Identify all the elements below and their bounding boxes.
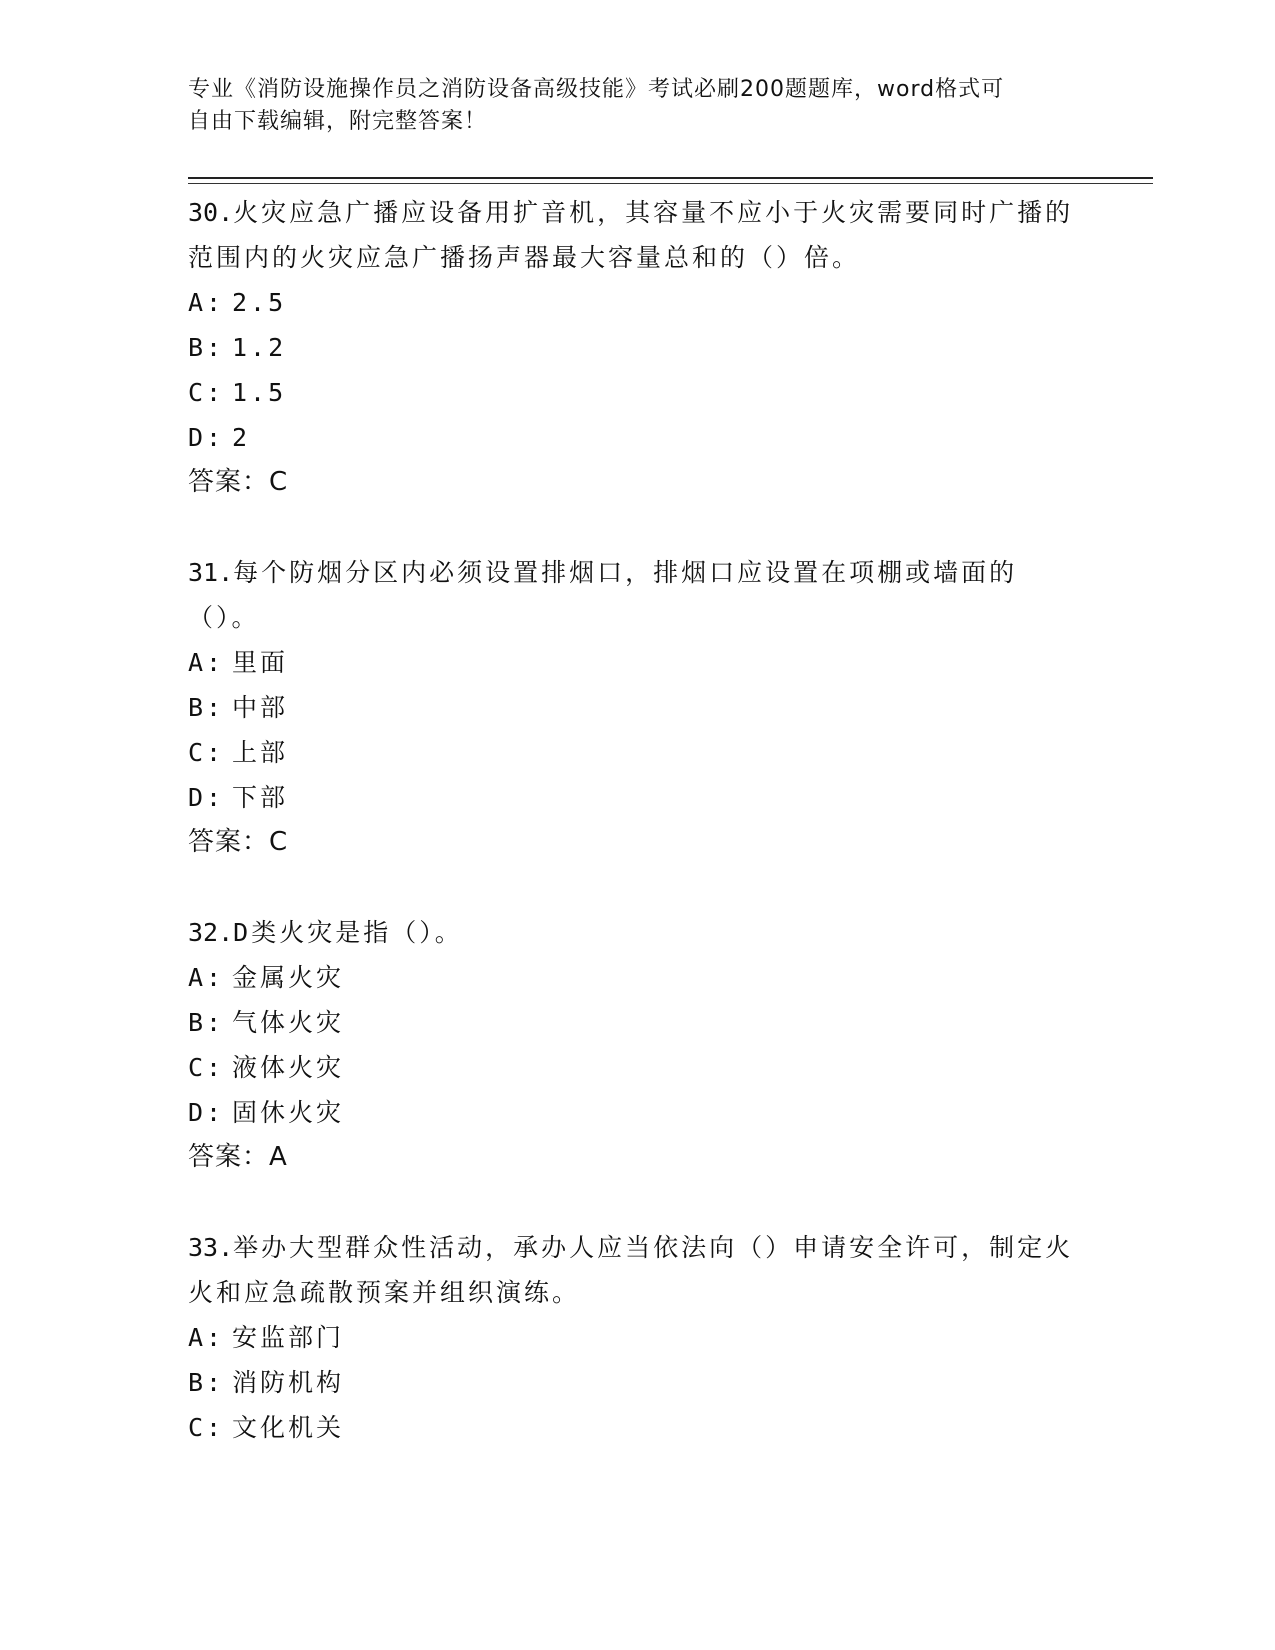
option-text: 安监部门 xyxy=(232,1323,345,1352)
option-a xyxy=(188,280,1088,325)
option-letter: C: xyxy=(188,1413,225,1442)
question-text xyxy=(188,190,1088,280)
header-line-1: 专业《消防设施操作员之消防设备高级技能》考试必刷200题题库，word格式可 xyxy=(188,77,1005,102)
option-text: 里面 xyxy=(232,648,289,677)
question-number: 30. xyxy=(188,198,234,227)
option-letter: B: xyxy=(188,1368,225,1397)
option-text: 2.5 xyxy=(232,288,287,317)
option-text: 液体火灾 xyxy=(232,1053,345,1082)
question-body: 每个防烟分区内必须设置排烟口，排烟口应设置在项棚或墙面的（）。 xyxy=(188,558,1018,632)
option-d xyxy=(188,1090,1088,1135)
option-c xyxy=(188,1405,1088,1450)
answer-line: 答案：A xyxy=(188,1142,288,1172)
option-d xyxy=(188,775,1088,820)
option-text: 2 xyxy=(232,423,251,452)
option-letter: D: xyxy=(188,423,225,452)
option-text: 1.2 xyxy=(232,333,287,362)
option-text: 固休火灾 xyxy=(232,1098,345,1127)
option-text: 气体火灾 xyxy=(232,1008,345,1037)
option-letter: C: xyxy=(188,1053,225,1082)
option-b xyxy=(188,1000,1088,1045)
option-b xyxy=(188,325,1088,370)
option-letter: A: xyxy=(188,1323,225,1352)
option-text: 1.5 xyxy=(232,378,287,407)
option-c xyxy=(188,370,1088,415)
option-letter: B: xyxy=(188,333,225,362)
answer-line: 答案：C xyxy=(188,827,289,857)
option-letter: C: xyxy=(188,378,225,407)
question-text xyxy=(188,550,1088,640)
question-list xyxy=(188,190,1088,1495)
answer-line: 答案：C xyxy=(188,467,289,497)
option-letter: A: xyxy=(188,288,225,317)
option-letter: A: xyxy=(188,963,225,992)
option-b xyxy=(188,1360,1088,1405)
option-letter: B: xyxy=(188,1008,225,1037)
option-letter: C: xyxy=(188,738,225,767)
option-d xyxy=(188,415,1088,460)
option-text: 消防机构 xyxy=(232,1368,345,1397)
option-text: 文化机关 xyxy=(232,1413,345,1442)
option-b xyxy=(188,685,1088,730)
option-letter: A: xyxy=(188,648,225,677)
question-number: 31. xyxy=(188,558,234,587)
option-letter: B: xyxy=(188,693,225,722)
question-text xyxy=(188,1225,1088,1315)
document-header xyxy=(188,74,1088,138)
question-30 xyxy=(188,190,1088,505)
option-a xyxy=(188,1315,1088,1360)
header-line-2: 自由下载编辑，附完整答案！ xyxy=(188,109,488,134)
question-33 xyxy=(188,1225,1088,1450)
question-body: 火灾应急广播应设备用扩音机，其容量不应小于火灾需要同时广播的范围内的火灾应急广播扬声器最大容量总和的（）倍。 xyxy=(188,198,1074,272)
option-text: 金属火灾 xyxy=(232,963,345,992)
option-c xyxy=(188,1045,1088,1090)
option-text: 上部 xyxy=(232,738,289,767)
question-31 xyxy=(188,550,1088,865)
option-text: 中部 xyxy=(232,693,289,722)
option-a xyxy=(188,640,1088,685)
option-a xyxy=(188,955,1088,1000)
question-number: 32. xyxy=(188,918,234,947)
question-text xyxy=(188,910,1088,955)
header-divider-thick xyxy=(188,177,1153,179)
question-number: 33. xyxy=(188,1233,234,1262)
option-c xyxy=(188,730,1088,775)
option-letter: D: xyxy=(188,1098,225,1127)
option-letter: D: xyxy=(188,783,225,812)
option-text: 下部 xyxy=(232,783,289,812)
header-divider-thin xyxy=(188,183,1153,184)
question-body: D类火灾是指（）。 xyxy=(233,918,463,947)
question-body: 举办大型群众性活动，承办人应当依法向（）申请安全许可，制定火火和应急疏散预案并组织演练。 xyxy=(188,1233,1074,1307)
question-32 xyxy=(188,910,1088,1180)
